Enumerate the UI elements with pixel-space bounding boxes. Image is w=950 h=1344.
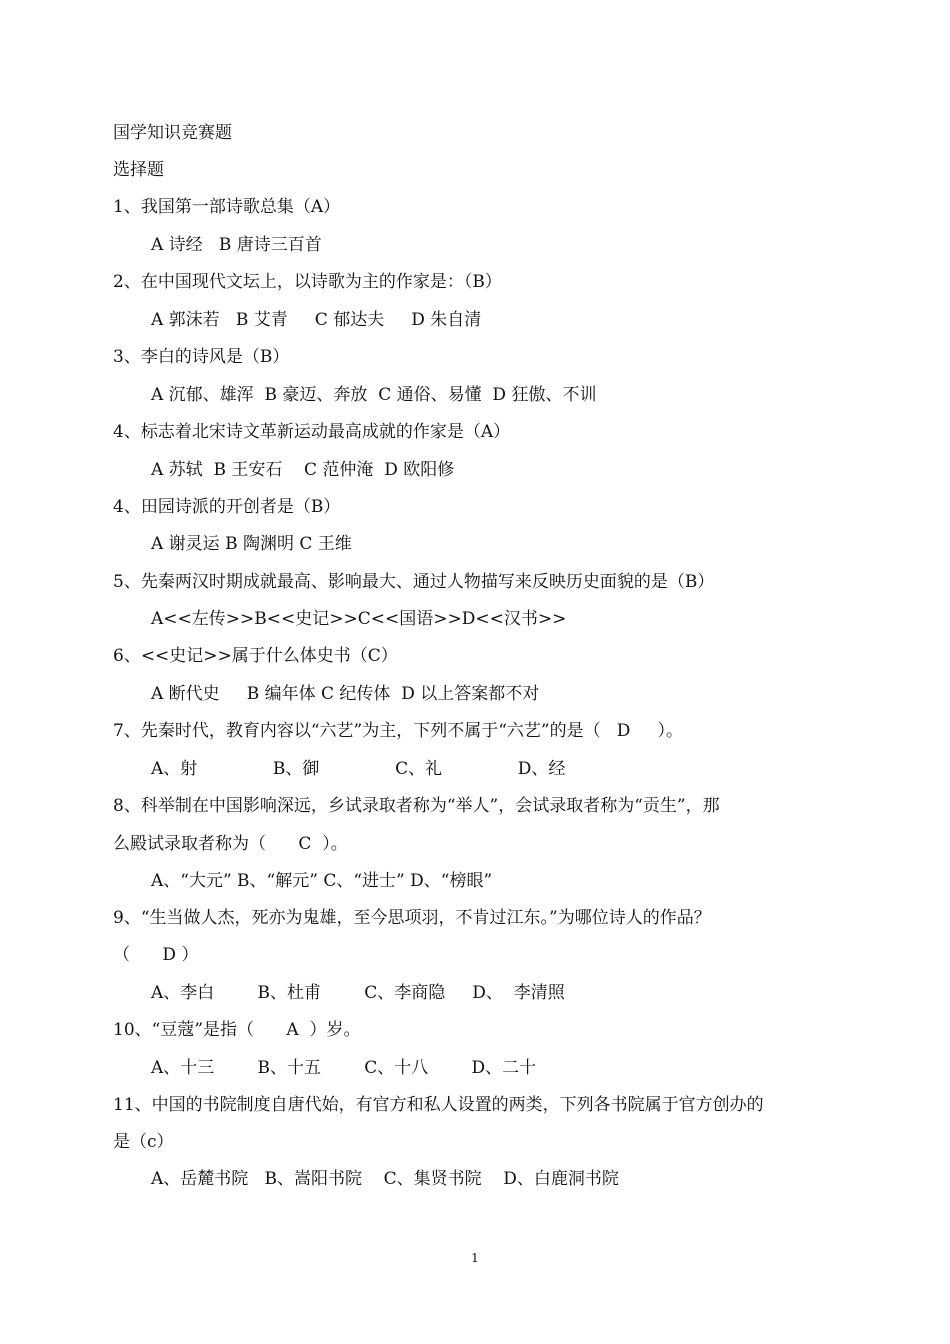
question-4-options: A 苏轼 B 王安石 C 范仲淹 D 欧阳修 [151,460,455,480]
question-11: 11、中国的书院制度自唐代始，有官方和私人设置的两类，下列各书院属于官方创办的 [113,1095,764,1115]
question-7: 7、先秦时代，教育内容以“六艺”为主，下列不属于“六艺”的是（ D ）。 [113,721,683,741]
question-2-options: A 郭沫若 B 艾青 C 郁达夫 D 朱自清 [151,310,482,330]
question-5: 5、先秦两汉时期成就最高、影响最大、通过人物描写来反映历史面貌的是（B） [113,572,715,592]
page-number: 1 [471,1251,479,1265]
question-11-options: A、岳麓书院 B、嵩阳书院 C、集贤书院 D、白鹿洞书院 [151,1169,619,1189]
question-1: 1、我国第一部诗歌总集（A） [113,197,341,217]
question-9: 9、“生当做人杰，死亦为鬼雄，至今思项羽，不肯过江东。”为哪位诗人的作品？ [113,908,711,928]
question-9-answer: （ D ） [113,945,199,965]
question-6: 6、<<史记>>属于什么体史书（C） [113,646,398,666]
question-4b-options: A 谢灵运 B 陶渊明 C 王维 [151,534,352,554]
question-1-options: A 诗经 B 唐诗三百首 [151,235,322,255]
question-3-options: A 沉郁、雄浑 B 豪迈、奔放 C 通俗、易懂 D 狂傲、不训 [151,385,597,405]
section-heading: 选择题 [113,160,164,180]
question-8-continued: 么殿试录取者称为（ C ）。 [113,834,348,854]
question-11-continued: 是（c） [113,1132,174,1152]
question-8: 8、科举制在中国影响深远，乡试录取者称为“举人”，会试录取者称为“贡生”，那 [113,796,720,816]
question-8-options: A、“大元” B、“解元” C、“进士” D、“榜眼” [151,871,493,891]
question-5-options: A<<左传>>B<<史记>>C<<国语>>D<<汉书>> [151,609,567,629]
question-10-options: A、十三 B、十五 C、十八 D、二十 [151,1058,537,1078]
question-3: 3、李白的诗风是（B） [113,347,290,367]
question-4: 4、标志着北宋诗文革新运动最高成就的作家是（A） [113,422,511,442]
question-6-options: A 断代史 B 编年体 C 纪传体 D 以上答案都不对 [151,684,540,704]
question-7-options: A、射 B、御 C、礼 D、经 [151,759,566,779]
question-4b: 4、田园诗派的开创者是（B） [113,497,341,517]
document-title: 国学知识竞赛题 [113,123,232,143]
question-10: 10、“豆蔻”是指（ A ）岁。 [113,1020,361,1040]
question-2: 2、在中国现代文坛上，以诗歌为主的作家是：（B） [113,272,502,292]
question-9-options: A、李白 B、杜甫 C、李商隐 D、 李清照 [151,983,565,1003]
